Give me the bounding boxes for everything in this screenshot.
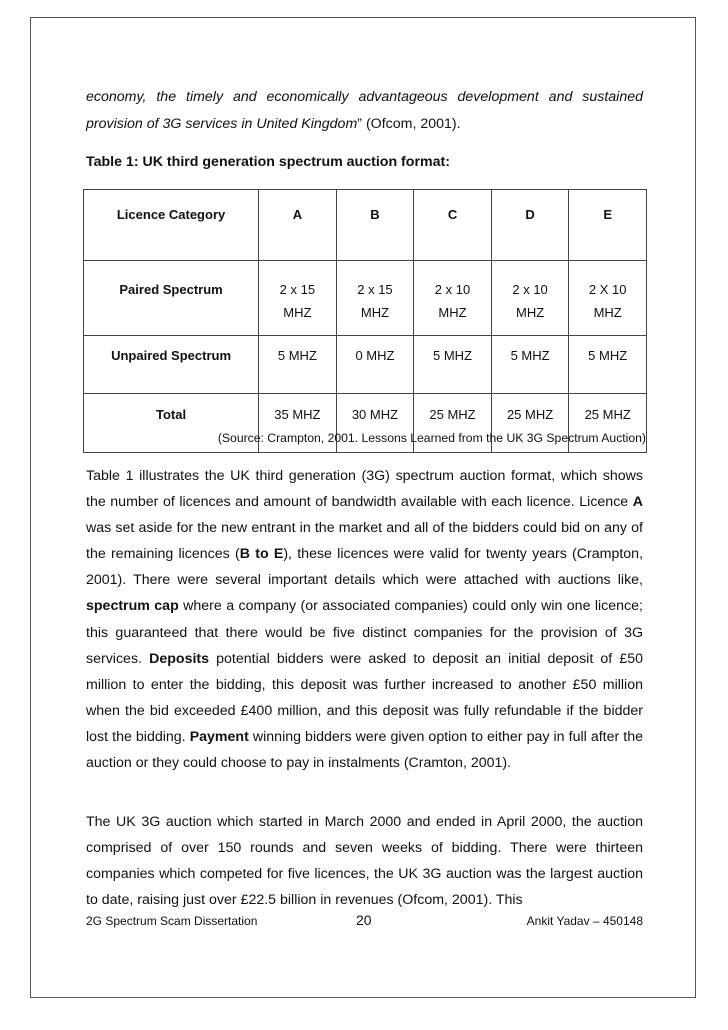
header-b: B	[336, 190, 414, 261]
row-label-total: Total	[84, 394, 259, 453]
page-footer	[86, 912, 643, 932]
footer-page-number: 20	[356, 912, 372, 928]
table-title: Table 1: UK third generation spectrum auction format:	[86, 154, 450, 170]
total-e: 25 MHZ	[569, 394, 647, 453]
unpaired-c: 5 MHZ	[414, 336, 492, 394]
paired-b: 2 x 15 MHZ	[336, 261, 414, 336]
top-quote-text: economy, the timely and economically advantageous development and sustained provision of 3G services in United Kingdom	[86, 89, 643, 132]
para1-bold-payment: Payment	[189, 728, 249, 745]
paired-e: 2 X 10 MHZ	[569, 261, 647, 336]
footer-author: Ankit Yadav – 450148	[526, 914, 643, 928]
para1-text-3: ), these licences were valid for twenty years (Crampton, 2001). There were several important details which were attached with auctions like,	[86, 546, 644, 589]
header-a: A	[259, 190, 337, 261]
para1-text-5: potential bidders were asked to deposit an initial deposit of £50 million to enter the bidding, this deposit was further increased to another £50 million when the bid exceeded £400 million, and this deposit was fully refundable if the bidder lost the bidding.	[86, 650, 643, 745]
para1-bold-spectrum-cap: spectrum cap	[86, 598, 179, 615]
body-paragraph-1	[86, 463, 643, 776]
total-a: 35 MHZ	[259, 394, 337, 453]
para1-text-2: was set aside for the new entrant in the market and all of the bidders could bid on any of the remaining licences (	[86, 520, 643, 563]
table-source: (Source: Crampton, 2001. Lessons Learned from the UK 3G Spectrum Auction)	[217, 431, 646, 445]
total-d: 25 MHZ	[491, 394, 569, 453]
table-header-row	[84, 190, 647, 261]
para1-text-6: winning bidders were given option to either pay in full after the auction or they could choose to pay in instalments (Cramton, 2001).	[86, 728, 643, 772]
body-paragraph-2	[86, 809, 643, 913]
spectrum-table	[83, 189, 647, 453]
header-d: D	[491, 190, 569, 261]
paired-c: 2 x 10 MHZ	[414, 261, 492, 336]
unpaired-a: 5 MHZ	[259, 336, 337, 394]
para1-text-4: where a company (or associated companies) could only win one licence; this guaranteed that there would be five distinct companies for the provision of 3G services.	[86, 598, 643, 667]
top-paragraph	[86, 84, 643, 138]
para1-bold-licence-a: A	[632, 494, 643, 511]
top-quote-citation: ” (Ofcom, 2001).	[357, 116, 461, 132]
unpaired-b: 0 MHZ	[336, 336, 414, 394]
unpaired-d: 5 MHZ	[491, 336, 569, 394]
para2-text: The UK 3G auction which started in March 2000 and ended in April 2000, the auction comprised of over 150 rounds and seven weeks of bidding. There were thirteen companies which competed for five licences, the UK 3G auction was the largest auction to date, raising just over £22.5 billion in revenues (Ofcom, 2001). This	[86, 814, 643, 909]
header-c: C	[414, 190, 492, 261]
paired-a: 2 x 15 MHZ	[259, 261, 337, 336]
header-licence-category: Licence Category	[84, 190, 259, 261]
row-label-paired: Paired Spectrum	[84, 261, 259, 336]
para1-bold-deposits: Deposits	[149, 650, 210, 667]
footer-title: 2G Spectrum Scam Dissertation	[86, 914, 258, 928]
unpaired-e: 5 MHZ	[569, 336, 647, 394]
total-b: 30 MHZ	[336, 394, 414, 453]
table-row-paired	[84, 261, 647, 336]
table-row-unpaired	[84, 336, 647, 394]
total-c: 25 MHZ	[414, 394, 492, 453]
para1-text-1: Table 1 illustrates the UK third generation (3G) spectrum auction format, which shows the number of licences and amount of bandwidth available with each licence. Licence	[86, 468, 643, 511]
paired-d: 2 x 10 MHZ	[491, 261, 569, 336]
header-e: E	[569, 190, 647, 261]
row-label-unpaired: Unpaired Spectrum	[84, 336, 259, 394]
para1-bold-b-to-e: B to E	[239, 546, 284, 563]
